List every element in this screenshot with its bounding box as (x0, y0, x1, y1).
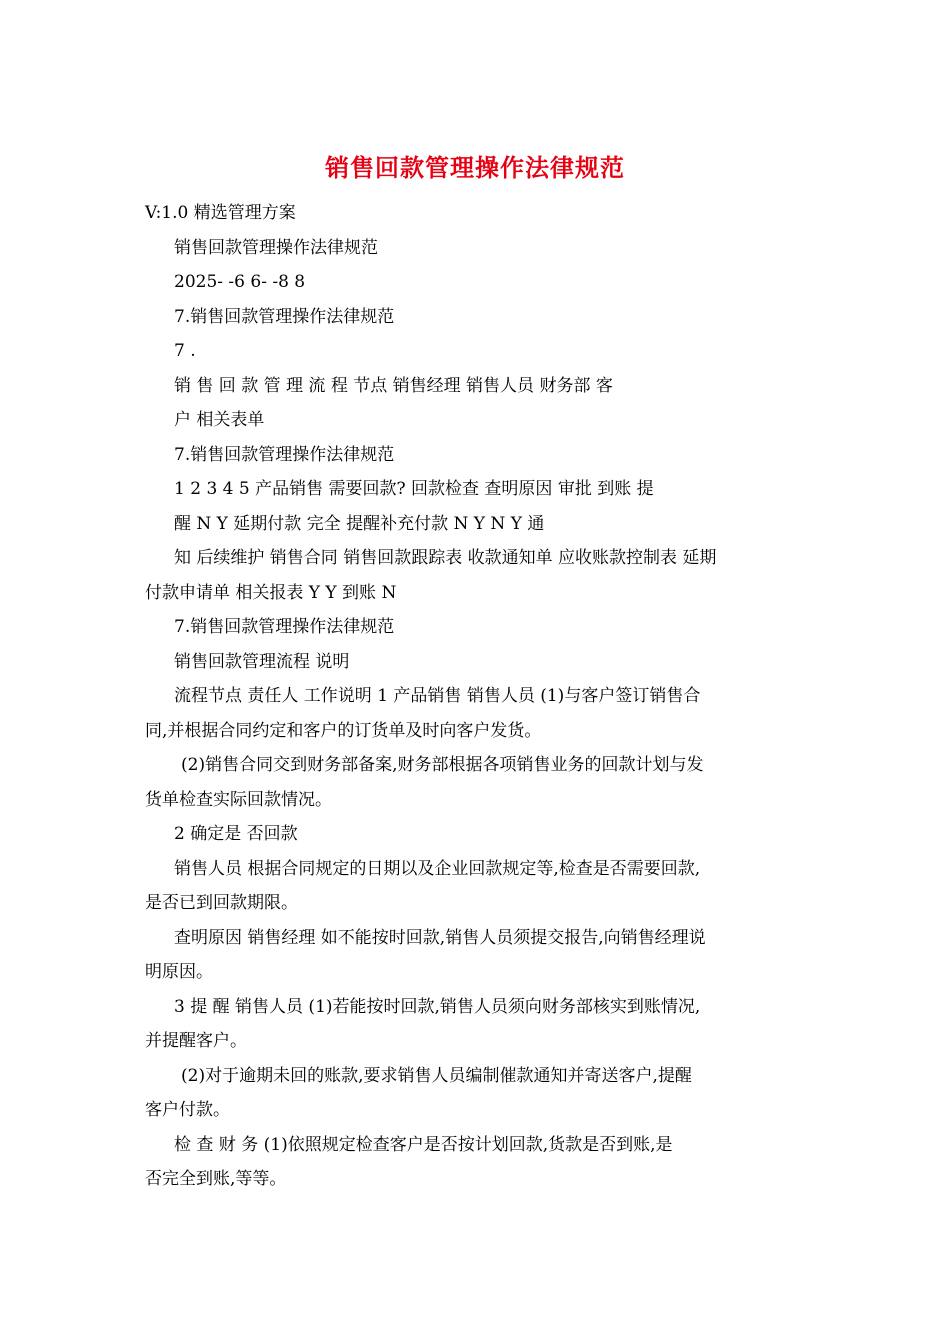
text-line: 否完全到账,等等。 (145, 1169, 287, 1189)
text-line: 销售回款管理操作法律规范 (174, 237, 378, 258)
text-line: 2 确定是 否回款 (174, 824, 298, 844)
text-line: (2)对于逾期未回的账款,要求销售人员编制催款通知并寄送客户,提醒 (181, 1065, 692, 1086)
text-line: 检 查 财 务 (1)依照规定检查客户是否按计划回款,货款是否到账,是 (174, 1134, 673, 1155)
text-line: V:1.0 精选管理方案 (145, 203, 296, 223)
text-line: 流程节点 责任人 工作说明 1 产品销售 销售人员 (1)与客户签订销售合 (174, 686, 701, 706)
text-line: 付款申请单 相关报表 Y Y 到账 N (145, 582, 397, 603)
text-line: 户 相关表单 (174, 410, 265, 430)
text-line: (2)销售合同交到财务部备案,财务部根据各项销售业务的回款计划与发 (181, 755, 704, 775)
text-line: 7 . (174, 341, 196, 361)
text-line: 销售回款管理流程 说明 (174, 651, 350, 672)
text-line: 销售人员 根据合同规定的日期以及企业回款规定等,检查是否需要回款, (174, 858, 701, 879)
text-line: 明原因。 (145, 962, 213, 982)
text-line: 1 2 3 4 5 产品销售 需要回款? 回款检查 查明原因 审批 到账 提 (174, 479, 654, 499)
text-line: 2025- -6 6- -8 8 (174, 272, 306, 292)
text-line: 销 售 回 款 管 理 流 程 节点 销售经理 销售人员 财务部 客 (174, 375, 613, 396)
text-line: 是否已到回款期限。 (145, 893, 298, 913)
text-line: 同,并根据合同约定和客户的订货单及时向客户发货。 (145, 720, 542, 741)
text-line: 知 后续维护 销售合同 销售回款跟踪表 收款通知单 应收账款控制表 延期 (174, 548, 717, 568)
document-title: 销售回款管理操作法律规范 (325, 153, 625, 182)
text-line: 货单检查实际回款情况。 (145, 789, 332, 810)
text-line: 7.销售回款管理操作法律规范 (174, 617, 395, 637)
text-line: 并提醒客户。 (145, 1031, 247, 1051)
text-line: 7.销售回款管理操作法律规范 (174, 306, 395, 327)
text-line: 查明原因 销售经理 如不能按时回款,销售人员须提交报告,向销售经理说 (174, 927, 706, 948)
text-line: 7.销售回款管理操作法律规范 (174, 444, 395, 465)
text-line: 3 提 醒 销售人员 (1)若能按时回款,销售人员须向财务部核实到账情况, (174, 996, 701, 1017)
text-line: 客户付款。 (145, 1100, 230, 1120)
document-body (145, 196, 825, 1197)
text-line: 醒 N Y 延期付款 完全 提醒补充付款 N Y N Y 通 (174, 513, 545, 534)
